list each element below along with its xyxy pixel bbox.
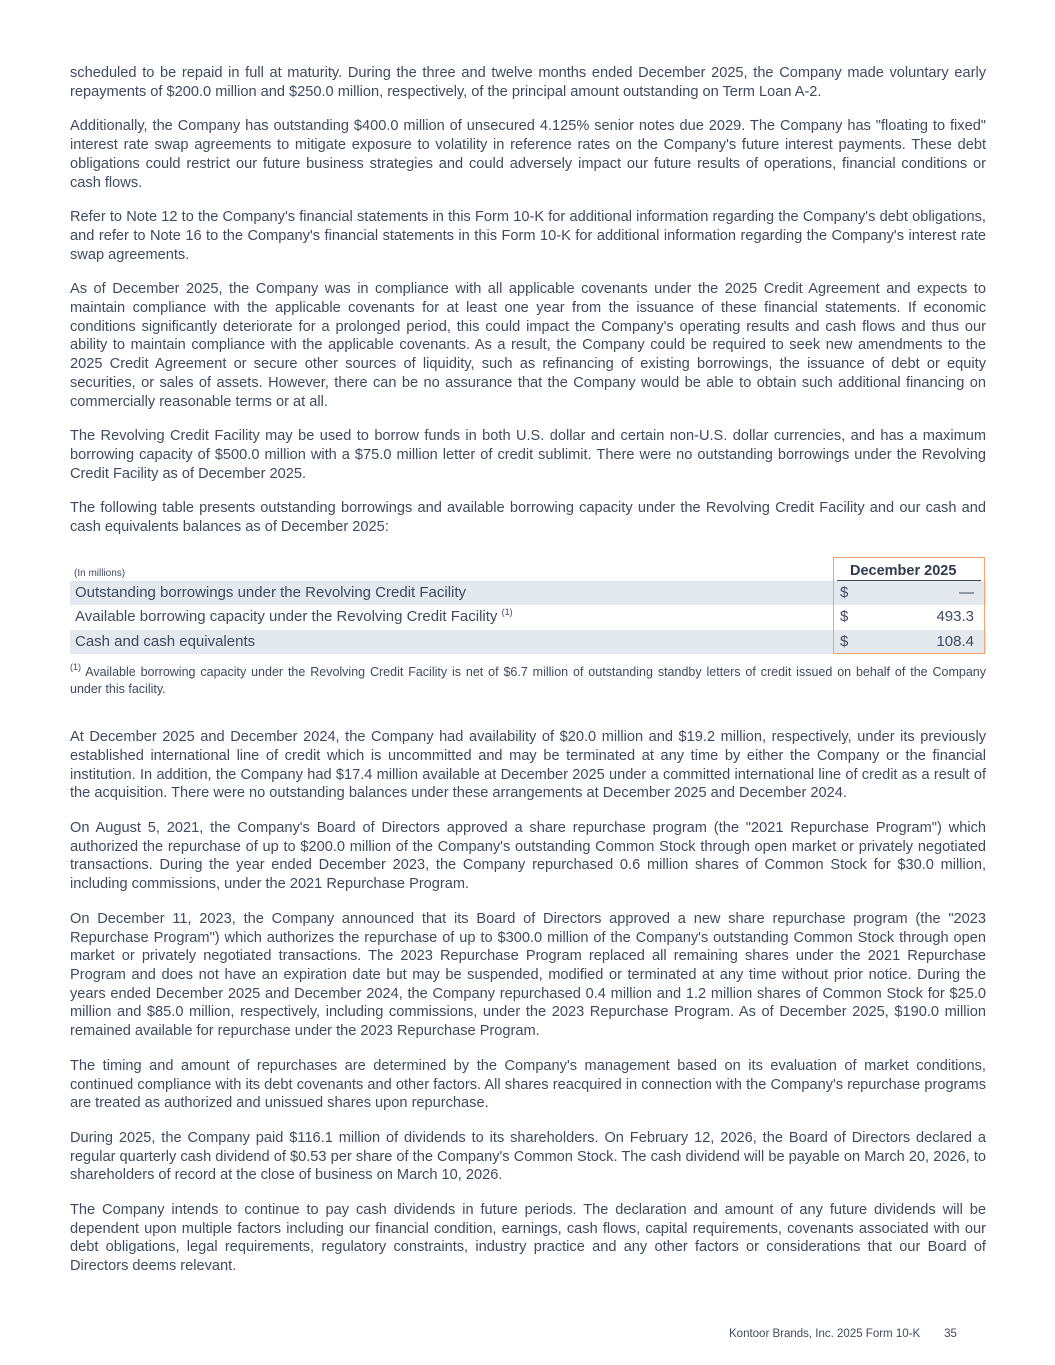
paragraph: On December 11, 2023, the Company announced that its Board of Directors approved a new share repurchase program (the "2023 Repurchase Program") which authorizes the repurchase of up to $300.0 million of the Company's outstanding Common Stock through open market or privately negotiated transactions. The 2023 Repurchase Program replaced all remaining shares under the 2021 Repurchase Program and does not have an expiration date but may be suspended, modified or terminated at any time without prior notice. During the years ended December 2025 and December 2024, the Company repurchased 0.4 million and 1.2 million shares of Common Stock for $25.0 million and $85.0 million, respectively, including commissions, under the 2023 Repurchase Program. As of December 2025, $190.0 million remained available for repurchase under the 2023 Repurchase Program. [70,910,986,1040]
row-value: 108.4 [936,632,974,650]
page-content [70,64,986,1292]
paragraph: The timing and amount of repurchases are determined by the Company's management based on its evaluation of market conditions, continued compliance with its debt covenants and other factors. All shares reacquired in connection with the Company's repurchase programs are treated as authorized and unissued shares upon repurchase. [70,1057,986,1112]
footer-document-title: Kontoor Brands, Inc. 2025 Form 10-K [729,1328,921,1340]
paragraph: At December 2025 and December 2024, the Company had availability of $20.0 million and $19.2 million, respectively, under its previously established international line of credit which is uncommitted and may be terminated at any time by either the Company or the financial institution. In addition, the Company had $17.4 million available at December 2025 under a committed international line of credit as a result of the acquisition. There were no outstanding balances under these arrangements at December 2025 and December 2024. [70,729,986,802]
currency-symbol: $ [840,608,849,626]
paragraph: On August 5, 2021, the Company's Board of Directors approved a share repurchase program (the "2021 Repurchase Program") which authorized the repurchase of up to $200.0 million of the Company's outstanding Common Stock through open market or privately negotiated transactions. During the year ended December 2023, the Company repurchased 0.6 million shares of Common Stock for $30.0 million, including commissions, under the 2021 Repurchase Program. [70,820,986,893]
row-label: Available borrowing capacity under the Revolving Credit Facility $^{(1)}$ [75,607,513,626]
row-value: 493.3 [936,608,974,626]
column-header: December 2025 [850,562,957,579]
page-footer [729,1328,957,1340]
paragraph: The following table presents outstanding borrowings and available borrowing capacity under the Revolving Credit Facility and our cash and cash equivalents balances as of December 2025: [70,500,986,536]
column-highlight-box [833,557,985,654]
revolving-credit-table [70,557,986,655]
paragraph: During 2025, the Company paid $116.1 million of dividends to its shareholders. On February 12, 2026, the Board of Directors declared a regular quarterly cash dividend of $0.53 per share of the Company's Common Stock. The cash dividend will be payable on March 20, 2026, to shareholders of record at the close of business on March 10, 2026. [70,1129,986,1184]
footnote-ref: (1) [501,607,513,618]
table-footnote: $^{(1)}$ Available borrowing capacity under the Revolving Credit Facility is net of $6.7 million of outstanding standby letters of credit issued on behalf of the Company under this facility. [70,662,986,697]
row-value: — [959,583,974,601]
page-number: 35 [944,1328,957,1340]
paragraph: Refer to Note 12 to the Company's financial statements in this Form 10-K for additional information regarding the Company's debt obligations, and refer to Note 16 to the Company's financial statements in this Form 10-K for additional information regarding the Company's interest rate swap agreements. [70,209,986,263]
paragraph: The Company intends to continue to pay cash dividends in future periods. The declaration and amount of any future dividends will be dependent upon multiple factors including our financial condition, earnings, cash flows, capital requirements, covenants associated with our debt obligations, legal requirements, regulatory constraints, industry practice and any other factors or considerations that our Board of Directors deems relevant. [70,1202,986,1275]
footnote-marker: (1) [70,662,81,673]
row-label: Cash and cash equivalents [75,632,256,650]
paragraph: scheduled to be repaid in full at maturity. During the three and twelve months ended December 2025, the Company made voluntary early repayments of $200.0 million and $250.0 million, respectively, of the principal amount outstanding on Term Loan A-2. [70,65,986,100]
currency-symbol: $ [840,583,849,601]
paragraph: As of December 2025, the Company was in compliance with all applicable covenants under the 2025 Credit Agreement and expects to maintain compliance with the applicable covenants for at least one year from the issuance of these financial statements. If economic conditions significantly deteriorate for a prolonged period, this could impact the Company's operating results and cash flows and thus our ability to maintain compliance with the applicable covenants. As a result, the Company could be required to seek new amendments to the 2025 Credit Agreement or secure other sources of liquidity, such as refinancing of existing borrowings, the issuance of debt or equity securities, or sales of assets. However, there can be no assurance that the Company would be able to obtain such additional financing on commercially reasonable terms or at all. [70,281,986,410]
paragraph: Additionally, the Company has outstanding $400.0 million of unsecured 4.125% senior notes due 2029. The Company has "floating to fixed" interest rate swap agreements to mitigate exposure to volatility in reference rates on the Company's future interest payments. These debt obligations could restrict our future business strategies and could adversely impact our future results of operations, financial conditions or cash flows. [70,118,986,191]
units-label: (In millions) [74,567,126,579]
row-label: Outstanding borrowings under the Revolving Credit Facility [75,583,467,601]
paragraph: The Revolving Credit Facility may be used to borrow funds in both U.S. dollar and certain non-U.S. dollar currencies, and has a maximum borrowing capacity of $500.0 million with a $75.0 million letter of credit sublimit. There were no outstanding borrowings under the Revolving Credit Facility as of December 2025. [70,428,986,482]
currency-symbol: $ [840,632,849,650]
